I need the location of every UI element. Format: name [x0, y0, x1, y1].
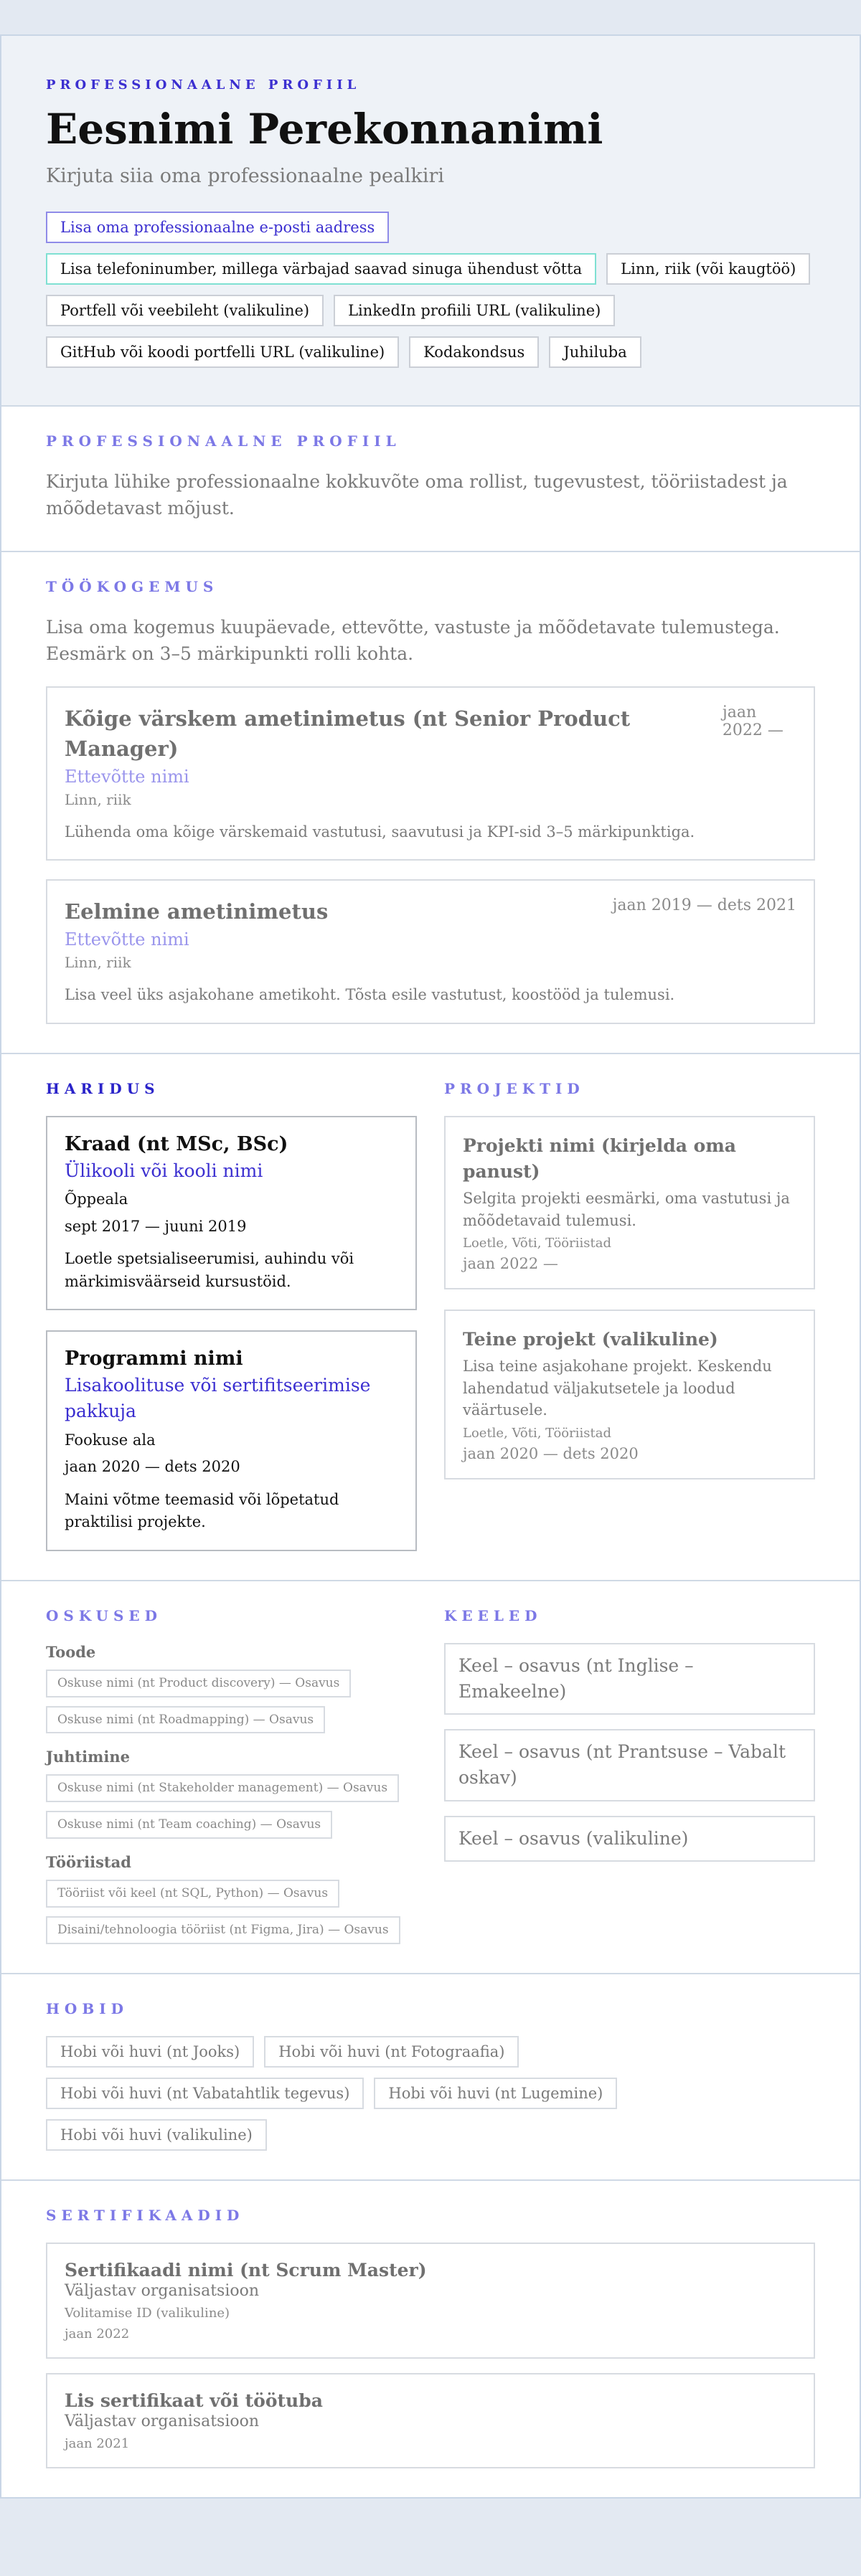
- skill-tag[interactable]: Disaini/tehnoloogia tööriist (nt Figma, Jira) — Osavus: [46, 1916, 400, 1944]
- education-card[interactable]: [46, 1116, 417, 1310]
- study-field: Fookuse ala: [65, 1431, 156, 1449]
- skill-tag[interactable]: Tööriist või keel (nt SQL, Python) — Osavus: [46, 1880, 339, 1908]
- header-section: [1, 36, 860, 405]
- school-name: Lisakoolituse või sertifitseerimise pakkuja: [65, 1375, 371, 1422]
- job-company: Ettevõtte nimi: [65, 766, 189, 787]
- experience-intro: Lisa oma kogemus kuupäevade, ettevõtte, vastuste ja mõõdetavate tulemustega. Eesmärk on 3–5 märkipunkti rolli kohta.: [46, 616, 780, 665]
- github-chip[interactable]: GitHub või koodi portfelli URL (valikuline): [46, 336, 399, 368]
- hobbies-row-3: [46, 2119, 815, 2151]
- languages-title: KEELED: [444, 1606, 542, 1624]
- job-card[interactable]: [46, 879, 815, 1024]
- projects-column: [444, 1080, 815, 1551]
- skill-tag[interactable]: Oskuse nimi (nt Stakeholder management) — Osavus: [46, 1774, 399, 1802]
- full-name: Eesnimi Perekonnanimi: [46, 105, 603, 153]
- contact-row-4: [46, 336, 815, 368]
- certificate-id: Volitamise ID (valikuline): [65, 2306, 230, 2321]
- language-item[interactable]: Keel – osavus (nt Prantsuse – Vabalt oskav): [444, 1729, 815, 1801]
- education-date: sept 2017 — juuni 2019: [65, 1217, 247, 1235]
- phone-chip[interactable]: Lisa telefoninumber, millega värbajad saavad sinuga ühendust võtta: [46, 253, 596, 285]
- job-card[interactable]: [46, 686, 815, 861]
- linkedin-chip[interactable]: LinkedIn profiili URL (valikuline): [334, 295, 615, 326]
- contact-row-2: [46, 253, 815, 285]
- certificates-title: SERTIFIKAADID: [46, 2207, 245, 2225]
- profile-summary[interactable]: Kirjuta lühike professionaalne kokkuvõte oma rollist, tugevustest, tööriistadest ja mõõdetavast mõjust.: [46, 470, 788, 519]
- languages-column: [444, 1607, 815, 1945]
- skills-title: OSKUSED: [46, 1606, 163, 1624]
- skills-column: [46, 1607, 417, 1945]
- hobby-tag[interactable]: Hobi või huvi (nt Fotograafia): [264, 2036, 519, 2068]
- skill-tag[interactable]: Oskuse nimi (nt Roadmapping) — Osavus: [46, 1706, 325, 1734]
- contact-row-3: [46, 295, 815, 326]
- certificates-section: [1, 2179, 860, 2497]
- profile-title: PROFESSIONAALNE PROFIIL: [46, 432, 401, 450]
- header-eyebrow: PROFESSIONAALNE PROFIIL: [46, 77, 361, 93]
- experience-title: TÖÖKOGEMUS: [46, 577, 219, 595]
- education-note: Maini võtme teemasid või lõpetatud praktilisi projekte.: [65, 1490, 339, 1531]
- project-date: jaan 2022 —: [463, 1255, 558, 1273]
- language-item[interactable]: Keel – osavus (nt Inglise – Emakeelne): [444, 1643, 815, 1715]
- experience-section: [1, 551, 860, 1053]
- job-date: jaan 2019 — dets 2021: [612, 896, 796, 915]
- skill-group-title: Toode: [46, 1642, 96, 1661]
- license-chip[interactable]: Juhiluba: [549, 336, 641, 368]
- skills-languages-section: [1, 1580, 860, 1974]
- certificate-issuer: Väljastav organisatsioon: [65, 2412, 260, 2431]
- citizenship-chip[interactable]: Kodakondsus: [409, 336, 539, 368]
- hobbies-row-1: [46, 2036, 815, 2068]
- degree-name: Kraad (nt MSc, BSc): [65, 1132, 288, 1155]
- skill-tag[interactable]: Oskuse nimi (nt Product discovery) — Osavus: [46, 1670, 351, 1697]
- projects-title: PROJEKTID: [444, 1079, 585, 1097]
- project-card[interactable]: [444, 1310, 815, 1479]
- language-item[interactable]: Keel – osavus (valikuline): [444, 1816, 815, 1862]
- project-card[interactable]: [444, 1116, 815, 1289]
- education-date: jaan 2020 — dets 2020: [65, 1458, 240, 1476]
- certificate-name: Sertifikaadi nimi (nt Scrum Master): [65, 2260, 427, 2281]
- certificate-issuer: Väljastav organisatsioon: [65, 2282, 260, 2301]
- skill-tag[interactable]: Oskuse nimi (nt Team coaching) — Osavus: [46, 1811, 332, 1839]
- education-title: HARIDUS: [46, 1079, 160, 1097]
- professional-headline: Kirjuta siia oma professionaalne pealkiri: [46, 164, 445, 187]
- certificate-card[interactable]: [46, 2373, 815, 2468]
- project-tools: Loetle, Võti, Tööriistad: [463, 1236, 611, 1251]
- job-company: Ettevõtte nimi: [65, 929, 189, 950]
- education-card[interactable]: [46, 1330, 417, 1551]
- hobby-tag[interactable]: Hobi või huvi (nt Jooks): [46, 2036, 254, 2068]
- portfolio-chip[interactable]: Portfell või veebileht (valikuline): [46, 295, 324, 326]
- job-location: Linn, riik: [65, 790, 131, 808]
- job-location: Linn, riik: [65, 954, 131, 972]
- job-date: jaan 2022 —: [722, 703, 784, 739]
- project-tools: Loetle, Võti, Tööriistad: [463, 1425, 611, 1441]
- job-description: Lisa veel üks asjakohane ametikoht. Tõsta esile vastutust, koostööd ja tulemusi.: [65, 986, 675, 1004]
- education-projects-section: [1, 1053, 860, 1580]
- resume-page: [0, 34, 861, 2499]
- project-date: jaan 2020 — dets 2020: [463, 1444, 639, 1462]
- certificate-name: Lis sertifikaat või töötuba: [65, 2390, 323, 2412]
- project-description: Lisa teine asjakohane projekt. Keskendu lahendatud väljakutsetele ja loodud väärtusele.: [463, 1358, 772, 1419]
- job-title: Eelmine ametinimetus: [65, 899, 329, 924]
- hobbies-row-2: [46, 2078, 815, 2109]
- project-name: Teine projekt (valikuline): [463, 1329, 718, 1350]
- education-note: Loetle spetsialiseerumisi, auhindu või märkimisväärseid kursustöid.: [65, 1250, 354, 1290]
- project-description: Selgita projekti eesmärki, oma vastutusi ja mõõdetavaid tulemusi.: [463, 1190, 790, 1229]
- hobbies-title: HOBID: [46, 2000, 128, 2018]
- contact-row-1: [46, 212, 815, 243]
- hobby-tag[interactable]: Hobi või huvi (nt Vabatahtlik tegevus): [46, 2078, 364, 2109]
- hobby-tag[interactable]: Hobi või huvi (valikuline): [46, 2119, 267, 2151]
- school-name: Ülikooli või kooli nimi: [65, 1160, 263, 1181]
- education-column: [46, 1080, 417, 1551]
- degree-name: Programmi nimi: [65, 1348, 243, 1370]
- job-title: Kõige värskem ametinimetus (nt Senior Product Manager): [65, 706, 631, 761]
- certificate-card[interactable]: [46, 2243, 815, 2359]
- study-field: Õppeala: [65, 1190, 128, 1208]
- location-chip[interactable]: Linn, riik (või kaugtöö): [606, 253, 810, 285]
- hobbies-section: [1, 1973, 860, 2179]
- project-name: Projekti nimi (kirjelda oma panust): [463, 1135, 736, 1183]
- certificate-date: jaan 2021: [65, 2436, 130, 2452]
- skill-group-title: Tööriistad: [46, 1853, 131, 1872]
- email-chip[interactable]: Lisa oma professionaalne e-posti aadress: [46, 212, 389, 243]
- certificate-date: jaan 2022: [65, 2326, 130, 2342]
- hobby-tag[interactable]: Hobi või huvi (nt Lugemine): [374, 2078, 617, 2109]
- job-description: Lühenda oma kõige värskemaid vastutusi, saavutusi ja KPI-sid 3–5 märkipunktiga.: [65, 823, 695, 840]
- skill-group-title: Juhtimine: [46, 1748, 130, 1766]
- profile-section: [1, 405, 860, 551]
